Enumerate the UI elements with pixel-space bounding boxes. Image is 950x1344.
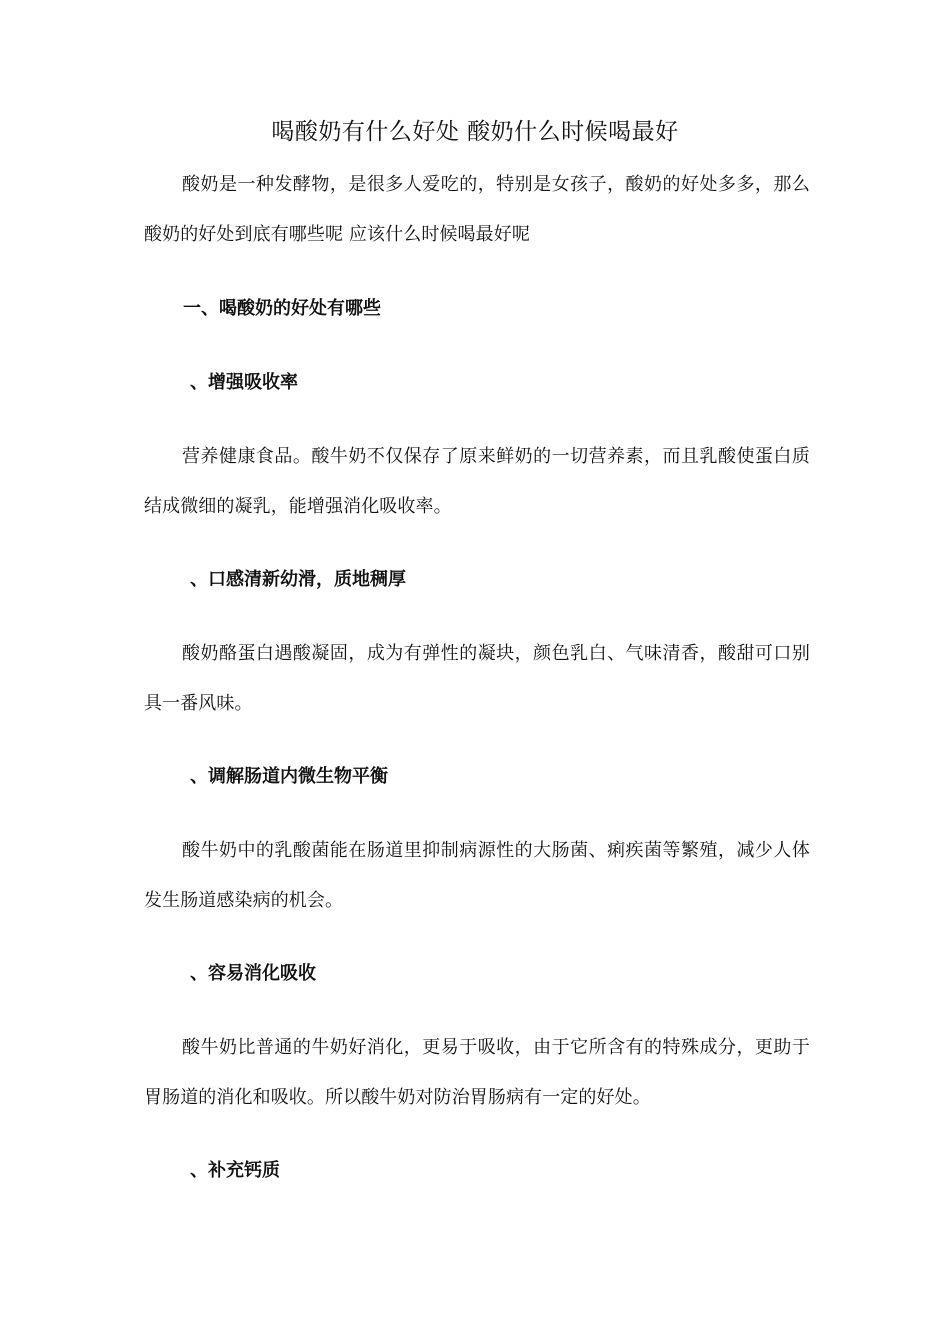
item-paragraph-1: 营养健康食品。酸牛奶不仅保存了原来鲜奶的一切营养素，而且乳酸使蛋白质结成微细的凝乳，能增强消化吸收率。 — [144, 446, 810, 517]
item-paragraph-3: 酸牛奶中的乳酸菌能在肠道里抑制病源性的大肠菌、痢疾菌等繁殖，减少人体发生肠道感染病的机会。 — [144, 840, 810, 911]
item-heading-5: 、补充钙质 — [190, 1160, 280, 1181]
item-heading-4: 、容易消化吸收 — [190, 963, 316, 984]
section-heading: 一、喝酸奶的好处有哪些 — [183, 298, 381, 319]
item-paragraph-2: 酸奶酪蛋白遇酸凝固，成为有弹性的凝块，颜色乳白、气味清香，酸甜可口别具一番风味。 — [144, 643, 810, 714]
item-heading-2: 、口感清新幼滑，质地稠厚 — [190, 569, 406, 590]
item-heading-1: 、增强吸收率 — [190, 372, 298, 393]
document-title: 喝酸奶有什么好处 酸奶什么时候喝最好 — [271, 119, 679, 145]
item-paragraph-4: 酸牛奶比普通的牛奶好消化，更易于吸收，由于它所含有的特殊成分，更助于胃肠道的消化和吸收。所以酸牛奶对防治胃肠病有一定的好处。 — [144, 1037, 810, 1108]
item-heading-3: 、调解肠道内微生物平衡 — [190, 766, 388, 787]
intro-paragraph: 酸奶是一种发酵物，是很多人爱吃的，特别是女孩子，酸奶的好处多多，那么酸奶的好处到底有哪些呢 应该什么时候喝最好呢 — [144, 174, 810, 245]
